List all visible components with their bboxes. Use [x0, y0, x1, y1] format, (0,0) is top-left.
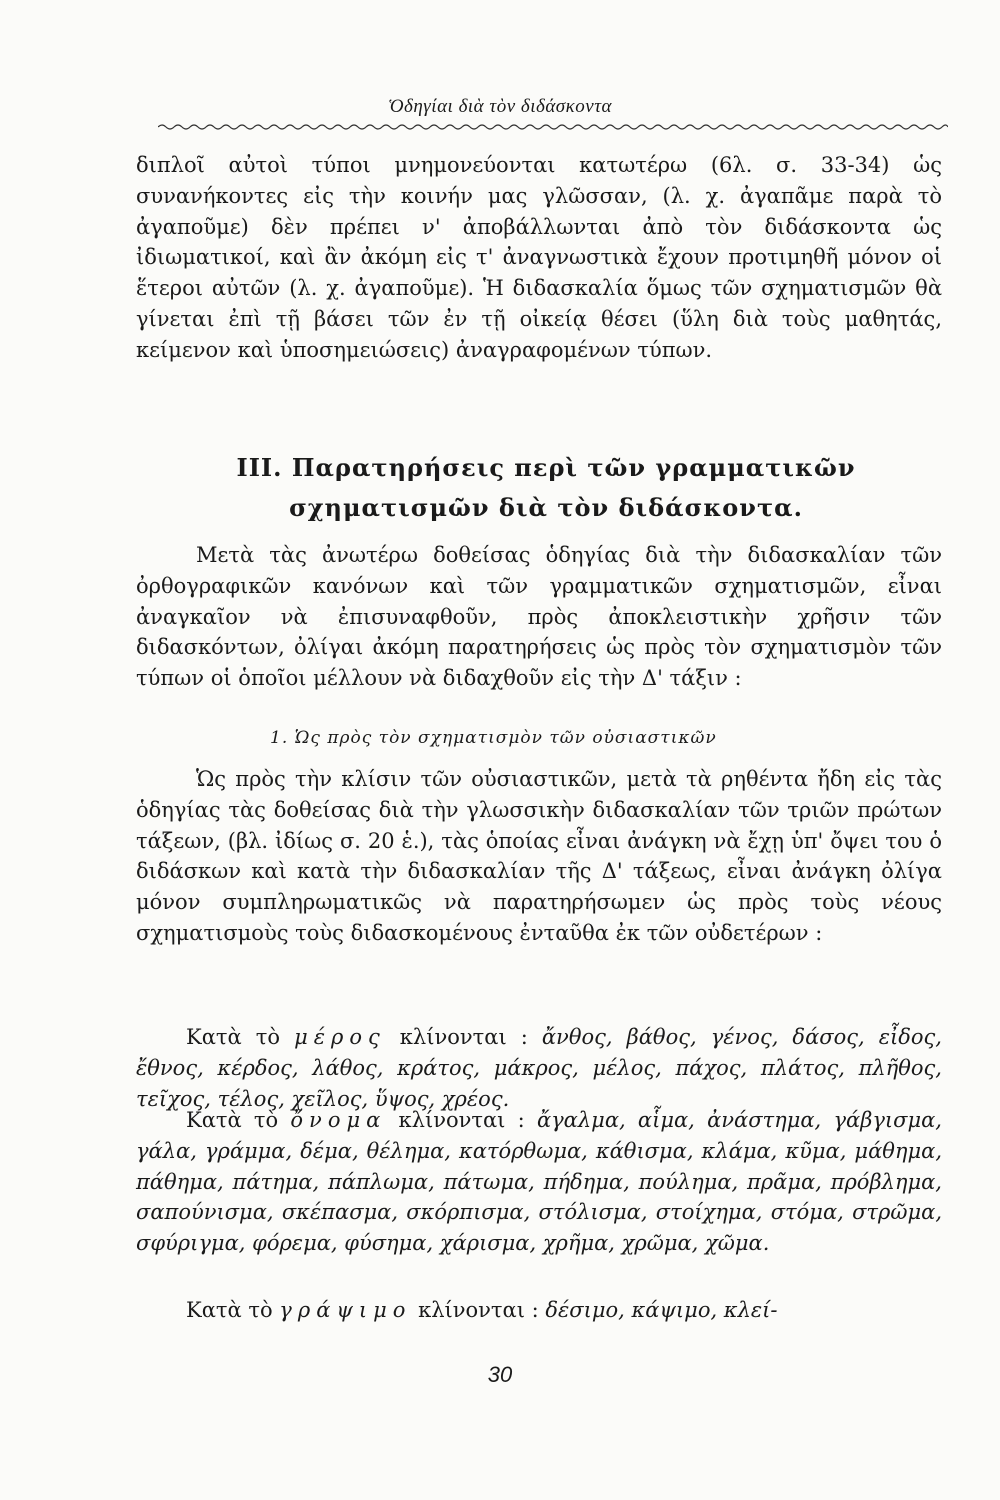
paragraph-meros-list: [136, 1022, 942, 1114]
grapsimo-word-list: δέσιμο, κάψιμο, κλεί-: [545, 1298, 778, 1322]
page-number: 30: [487, 1362, 513, 1387]
meros-lead: Κατὰ τὸ: [186, 1025, 280, 1049]
grapsimo-keyword: γράψιμο: [279, 1298, 412, 1322]
running-head: Ὁδηγίαι διὰ τὸν διδάσκοντα: [387, 96, 613, 117]
onoma-verb: κλίνονται :: [398, 1108, 525, 1132]
paragraph-continuation: διπλοῖ αὐτοὶ τύποι μνημονεύονται κατωτέρω (6λ. σ. 33-34) ὡς συνανήκοντες εἰς τὴν κοινήν μας γλῶσσαν, (λ. χ. ἀγαπᾶμε παρὰ τὸ ἀγαποῦμε) δὲν πρέπει ν' ἀποβάλλωνται ἀπὸ τὸν διδάσκοντα ὡς ἰδιωματικοί, καὶ ἂν ἀκόμη εἰς τ' ἀναγνωστικὰ ἔχουν προτιμηθῆ μόνον οἱ ἕτεροι αὐτῶν (λ. χ. ἀγαποῦμε). Ἡ διδασκαλία ὅμως τῶν σχηματισμῶν θὰ γίνεται ἐπὶ τῇ βάσει τῶν ἐν τῇ οἰκείᾳ θέσει (ὕλη διὰ τοὺς μαθητάς, κείμενον καὶ ὑποσημειώσεις) ἀναγραφομένων τύπων.: [136, 153, 942, 362]
onoma-lead: Κατὰ τὸ: [186, 1108, 279, 1132]
section-heading: ΙΙΙ. Παρατηρήσεις περὶ τῶν γραμματικῶν σχηματισμῶν διὰ τὸν διδάσκοντα.: [236, 453, 856, 522]
paragraph-grapsimo-list: [136, 1295, 942, 1326]
grapsimo-verb: κλίνονται :: [418, 1298, 539, 1322]
paragraph-introduction: Μετὰ τὰς ἀνωτέρω δοθείσας ὁδηγίας διὰ τὴν διδασκαλίαν τῶν ὀρθογραφικῶν κανόνων καὶ τῶν γραμματικῶν σχηματισμῶν, εἶναι ἀναγκαῖον νὰ ἐπισυναφθοῦν, πρὸς ἀποκλειστικὴν χρῆσιν τῶν διδασκόντων, ὀλίγαι ἀκόμη παρατηρήσεις ὡς πρὸς τὸν σχηματισμὸν τῶν τύπων οἱ ὁποῖοι μέλλουν νὰ διδαχθοῦν εἰς τὴν Δ' τάξιν :: [136, 543, 942, 691]
onoma-keyword: ὄνομα: [290, 1108, 387, 1132]
paragraph-nouns: Ὡς πρὸς τὴν κλίσιν τῶν οὐσιαστικῶν, μετὰ τὰ ρηθέντα ἤδη εἰς τὰς ὁδηγίας τὰς δοθείσας διὰ τὴν γλωσσικὴν διδασκαλίαν τῶν τριῶν πρώτων τάξεων, (βλ. ἰδίως σ. 20 ἑ.), τὰς ὁποίας εἶναι ἀνάγκη νὰ ἔχῃ ὑπ' ὄψει του ὁ διδάσκων καὶ κατὰ τὴν διδασκαλίαν τῆς Δ' τάξεως, εἶναι ἀνάγκη ὀλίγα μόνον συμπληρωματικῶς νὰ παρατηρήσωμεν ὡς πρὸς τοὺς νέους σχηματισμοὺς τοὺς διδασκομένους ἐνταῦθα ἐκ τῶν οὐδετέρων :: [136, 767, 942, 945]
meros-word-list: ἄνθος, βάθος, γένος, δάσος, εἶδος, ἔθνος, κέρδος, λάθος, κράτος, μάκρος, μέλος, πάχος, πλάτος, πλῆθος, τεῖχος, τέλος, χεῖλος, ὕψος, χρέος.: [136, 1025, 942, 1111]
paragraph-onoma-list: [136, 1105, 942, 1259]
decorative-wavy-rule: [158, 122, 948, 132]
meros-verb: κλίνονται :: [399, 1025, 528, 1049]
grapsimo-lead: Κατὰ τὸ: [186, 1298, 273, 1322]
subsection-heading: 1. Ὡς πρὸς τὸν σχηματισμὸν τῶν οὐσιαστικῶν: [270, 728, 717, 748]
meros-keyword: μέρος: [294, 1025, 386, 1049]
onoma-word-list: ἄγαλμα, αἷμα, ἀνάστημα, γάβγισμα, γάλα, γράμμα, δέμα, θέλημα, κατόρθωμα, κάθισμα, κλάμα, κῦμα, μάθημα, πάθημα, πάτημα, πάπλωμα, πάτωμα, πήδημα, πούλημα, πρᾶμα, πρόβλημα, σαπούνισμα, σκέπασμα, σκόρπισμα, στόλισμα, στοίχημα, στόμα, στρῶμα, σφύριγμα, φόρεμα, φύσημα, χάρισμα, χρῆμα, χρῶμα, χῶμα.: [136, 1108, 942, 1256]
